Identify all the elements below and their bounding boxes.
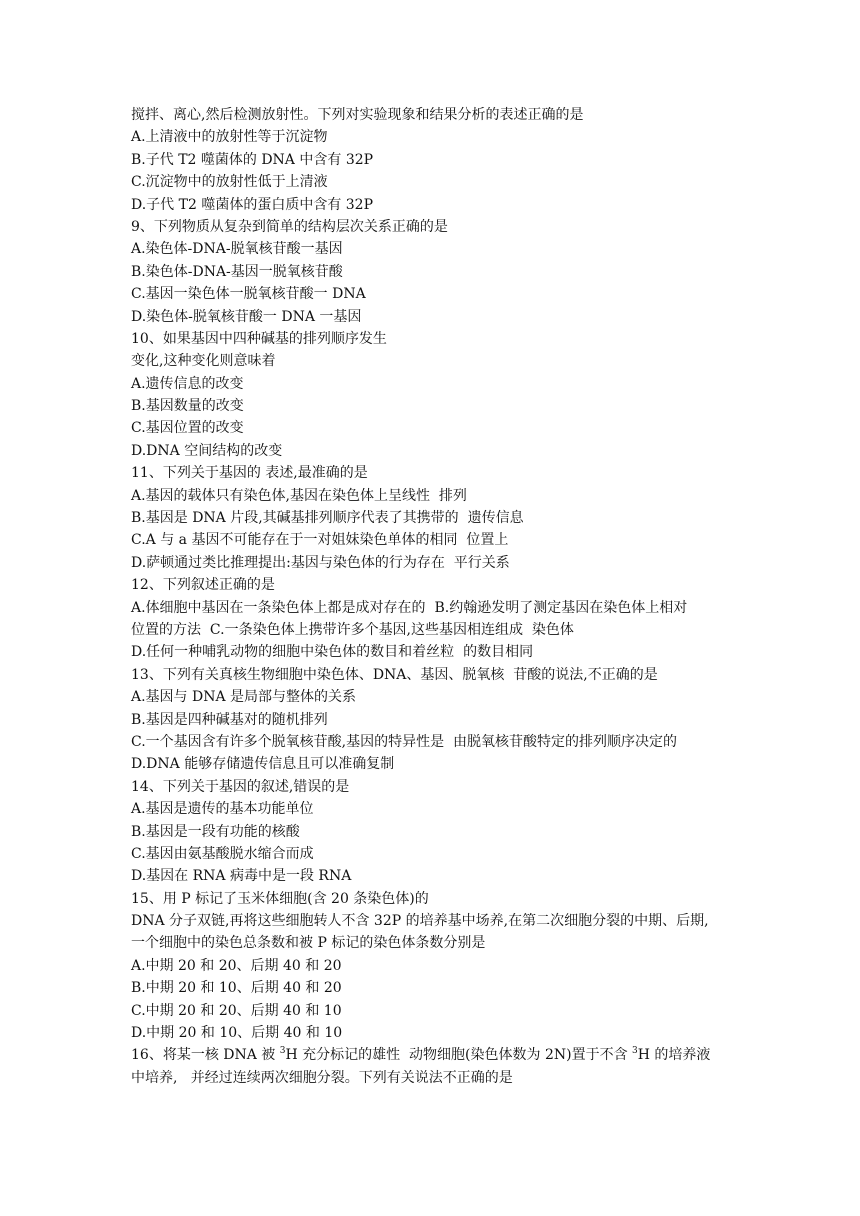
text-line: C.基因一染色体一脱氧核苷酸一 DNA	[131, 286, 366, 303]
text-line: C.中期 20 和 20、后期 40 和 10	[131, 1002, 342, 1019]
text-line: B.基因是四种碱基对的随机排列	[131, 711, 328, 728]
text-line: B.基因是一段有功能的核酸	[131, 823, 300, 840]
text-line: D.DNA 空间结构的改变	[131, 442, 283, 459]
text-line: A.基因是遗传的基本功能单位	[131, 801, 314, 818]
text-line: D.基因在 RNA 病毒中是一段 RNA	[131, 868, 352, 885]
text-line: A.基因的载体只有染色体,基因在染色体上呈线性 排列	[131, 487, 467, 504]
text-line: B.基因是 DNA 片段,其碱基排列顺序代表了其携带的 遗传信息	[131, 510, 524, 527]
q16-text-part-3: H 的培养液	[637, 1047, 711, 1064]
text-line: D.染色体-脱氧核苷酸一 DNA 一基因	[131, 308, 362, 325]
text-line: A.遗传信息的改变	[131, 375, 244, 392]
text-line: 11、下列关于基因的 表述,最准确的是	[131, 465, 368, 482]
text-line: 10、如果基因中四种碱基的排列顺序发生	[131, 330, 387, 347]
text-line: D.任何一种哺乳动物的细胞中染色体的数目和着丝粒 的数目相同	[131, 644, 534, 661]
document-body	[131, 104, 746, 1089]
question-16-line-1	[131, 1044, 746, 1066]
q16-text-part-1: 16、将某一核 DNA 被	[131, 1047, 280, 1064]
text-line: 12、下列叙述正确的是	[131, 577, 275, 594]
question-16-line-2: 中培养, 并经过连续两次细胞分裂。下列有关说法不正确的是	[131, 1069, 513, 1086]
text-line: A.上清液中的放射性等于沉淀物	[131, 129, 328, 146]
superscript-3: 3	[279, 1046, 286, 1057]
text-line: A.体细胞中基因在一条染色体上都是成对存在的 B.约翰逊发明了测定基因在染色体上相对	[131, 599, 688, 616]
text-line: 14、下列关于基因的叙述,错误的是	[131, 778, 350, 795]
text-line: C.沉淀物中的放射性低于上清液	[131, 174, 328, 191]
text-line: D.中期 20 和 10、后期 40 和 10	[131, 1025, 343, 1042]
text-line: B.子代 T2 噬菌体的 DNA 中含有 32P	[131, 151, 374, 168]
text-lines	[131, 104, 746, 1044]
text-line: DNA 分子双链,再将这些细胞转人不含 32P 的培养基中场养,在第二次细胞分裂的中期、后期,	[131, 913, 709, 930]
text-line: 13、下列有关真核生物细胞中染色体、DNA、基因、脱氧核 苷酸的说法,不正确的是	[131, 666, 658, 683]
text-line: C.A 与 a 基因不可能存在于一对姐妹染色单体的相同 位置上	[131, 532, 509, 549]
text-line: A.基因与 DNA 是局部与整体的关系	[131, 689, 357, 706]
text-line: 位置的方法 C.一条染色体上携带许多个基因,这些基因相连组成 染色体	[131, 621, 574, 638]
text-line: B.中期 20 和 10、后期 40 和 20	[131, 980, 342, 997]
text-line: C.基因由氨基酸脱水缩合而成	[131, 845, 314, 862]
text-line: D.DNA 能够存储遗传信息且可以准确复制	[131, 756, 395, 773]
text-line: B.基因数量的改变	[131, 398, 244, 415]
text-line: A.染色体-DNA-脱氧核苷酸一基因	[131, 241, 343, 258]
text-line: B.染色体-DNA-基因一脱氧核苷酸	[131, 263, 343, 280]
text-line: 15、用 P 标记了玉米体细胞(含 20 条染色体)的	[131, 890, 429, 907]
text-line: D.子代 T2 噬菌体的蛋白质中含有 32P	[131, 196, 374, 213]
text-line: 一个细胞中的染色总条数和被 P 标记的染色体条数分别是	[131, 935, 486, 952]
text-line: 搅拌、离心,然后检测放射性。下列对实验现象和结果分析的表述正确的是	[131, 107, 584, 123]
text-line: 9、下列物质从复杂到简单的结构层次关系正确的是	[131, 218, 448, 235]
superscript-3: 3	[632, 1046, 638, 1057]
q16-text-part-2: H 充分标记的雄性 动物细胞(染色体数为 2N)置于不含	[285, 1047, 633, 1064]
text-line: A.中期 20 和 20、后期 40 和 20	[131, 957, 342, 974]
text-line: 变化,这种变化则意味着	[131, 353, 276, 370]
text-line: C.基因位置的改变	[131, 420, 244, 437]
text-line: C.一个基因含有许多个脱氧核苷酸,基因的特异性是 由脱氧核苷酸特定的排列顺序决定的	[131, 733, 678, 750]
text-line: D.萨顿通过类比推理提出:基因与染色体的行为存在 平行关系	[131, 554, 510, 571]
